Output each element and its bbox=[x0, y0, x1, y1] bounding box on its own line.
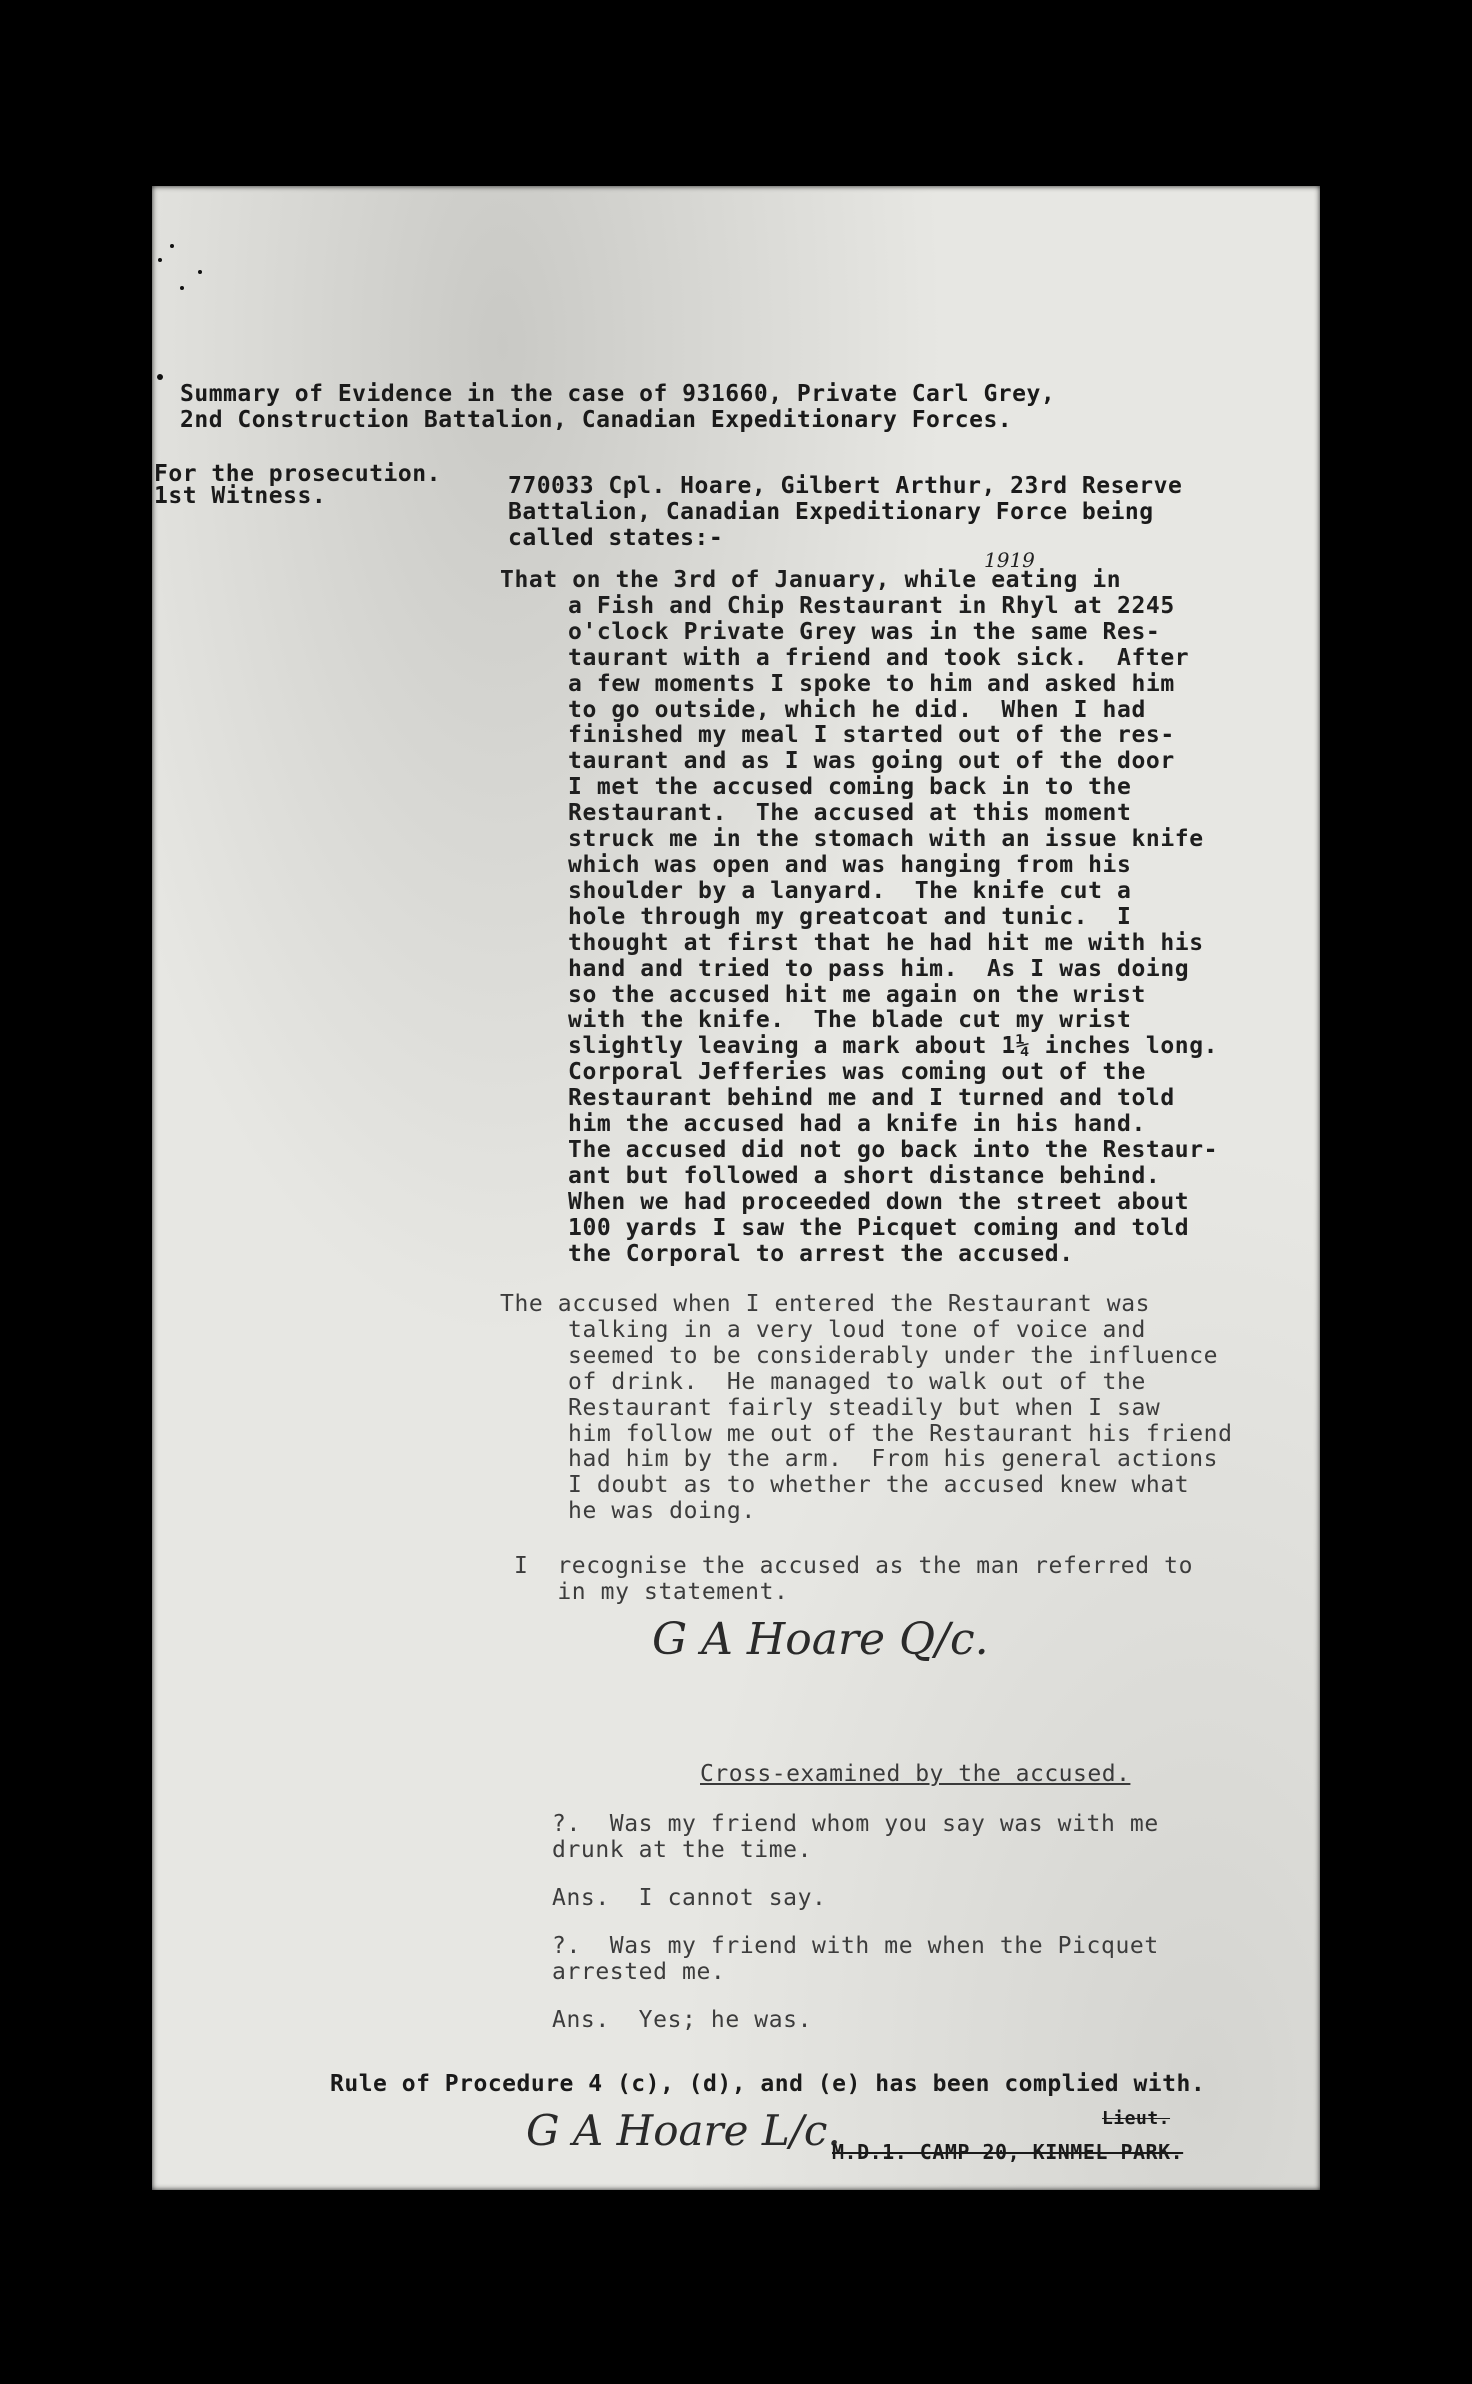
recognition-paragraph bbox=[514, 1554, 1193, 1606]
text-line: in my statement. bbox=[514, 1578, 789, 1605]
text-line: The accused when I entered the Restaurant was bbox=[500, 1291, 1151, 1317]
speck bbox=[198, 270, 202, 274]
speck bbox=[180, 286, 184, 290]
text-line: Corporal Jefferies was coming out of the bbox=[568, 1059, 1146, 1086]
qa-item bbox=[552, 1812, 1159, 1864]
witness-number-label: 1st Witness. bbox=[154, 483, 327, 509]
lieutenant-label: Lieut. bbox=[1102, 2108, 1171, 2129]
text-line: drunk at the time. bbox=[552, 1836, 813, 1863]
qa-item bbox=[552, 2008, 1159, 2034]
text-line: Restaurant behind me and I turned and told bbox=[568, 1085, 1175, 1112]
cross-examination-qa bbox=[552, 1812, 1159, 2055]
cross-examination-heading: Cross-examined by the accused. bbox=[700, 1761, 1131, 1787]
text-line: to go outside, which he did. When I had bbox=[568, 696, 1146, 723]
speck bbox=[158, 258, 162, 262]
text-line: he was doing. bbox=[568, 1498, 756, 1525]
text-line: 100 yards I saw the Picquet coming and told bbox=[568, 1214, 1190, 1241]
witness-name-line2: Battalion, Canadian Expeditionary Force being bbox=[508, 499, 1154, 525]
text-line: seemed to be considerably under the influence bbox=[568, 1342, 1219, 1369]
text-line: When we had proceeded down the street about bbox=[568, 1188, 1190, 1215]
text-line: a Fish and Chip Restaurant in Rhyl at 2245 bbox=[568, 592, 1175, 619]
text-line: so the accused hit me again on the wrist bbox=[568, 981, 1146, 1008]
text-line: ?. Was my friend whom you say was with me bbox=[552, 1811, 1159, 1837]
text-line: thought at first that he had hit me with his bbox=[568, 929, 1204, 956]
handwritten-year: 1919 bbox=[984, 548, 1035, 572]
text-line: struck me in the stomach with an issue knife bbox=[568, 826, 1204, 853]
rule-of-procedure-line: Rule of Procedure 4 (c), (d), and (e) has been complied with. bbox=[330, 2071, 1206, 2097]
text-line: shoulder by a lanyard. The knife cut a bbox=[568, 877, 1132, 904]
text-line: a few moments I spoke to him and asked him bbox=[568, 670, 1175, 697]
text-line: ant but followed a short distance behind. bbox=[568, 1162, 1161, 1189]
text-line: of drink. He managed to walk out of the bbox=[568, 1368, 1146, 1395]
text-line: taurant with a friend and took sick. After bbox=[568, 644, 1190, 671]
text-line: him follow me out of the Restaurant his friend bbox=[568, 1420, 1233, 1447]
witness-signature: G A Hoare Q/c. bbox=[652, 1614, 989, 1665]
text-line: Restaurant fairly steadily but when I saw bbox=[568, 1394, 1161, 1421]
text-line: with the knife. The blade cut my wrist bbox=[568, 1007, 1132, 1034]
text-line: I met the accused coming back in to the bbox=[568, 774, 1132, 801]
text-line: slightly leaving a mark about 1¼ inches long. bbox=[568, 1033, 1219, 1060]
text-line: the Corporal to arrest the accused. bbox=[568, 1240, 1074, 1267]
text-line: talking in a very loud tone of voice and bbox=[568, 1316, 1146, 1343]
summary-title-line2: 2nd Construction Battalion, Canadian Expeditionary Forces. bbox=[180, 407, 1013, 433]
text-line: taurant and as I was going out of the door bbox=[568, 748, 1175, 775]
speck bbox=[170, 244, 174, 248]
witness-name-line3: called states:- bbox=[508, 525, 724, 551]
text-line: him the accused had a knife in his hand. bbox=[568, 1111, 1146, 1138]
text-line: arrested me. bbox=[552, 1958, 726, 1985]
text-line: That on the 3rd of January, while eating in bbox=[500, 567, 1122, 593]
qa-item bbox=[552, 1886, 1159, 1912]
prosecution-label: For the prosecution. bbox=[154, 461, 441, 487]
qa-item bbox=[552, 1934, 1159, 1986]
text-line: hole through my greatcoat and tunic. I bbox=[568, 903, 1132, 930]
text-line: Restaurant. The accused at this moment bbox=[568, 800, 1132, 827]
text-line: Ans. I cannot say. bbox=[552, 1884, 827, 1911]
text-line: I recognise the accused as the man referred to bbox=[514, 1553, 1194, 1579]
text-line: finished my meal I started out of the res- bbox=[568, 722, 1175, 749]
text-line: which was open and was hanging from his bbox=[568, 851, 1132, 878]
document-page bbox=[152, 186, 1320, 2190]
text-line: o'clock Private Grey was in the same Res- bbox=[568, 618, 1161, 645]
text-line: Ans. Yes; he was. bbox=[552, 2006, 813, 2033]
text-line: The accused did not go back into the Restaur- bbox=[568, 1136, 1219, 1163]
summary-title-line1: Summary of Evidence in the case of 931660, Private Carl Grey, bbox=[180, 381, 1056, 407]
text-line: had him by the arm. From his general actions bbox=[568, 1446, 1219, 1473]
witness-name-line1: 770033 Cpl. Hoare, Gilbert Arthur, 23rd Reserve bbox=[508, 473, 1183, 499]
statement-paragraph-2 bbox=[500, 1292, 1233, 1525]
officer-signature: G A Hoare L/c. bbox=[526, 2106, 841, 2155]
statement-paragraph-1 bbox=[500, 568, 1218, 1267]
speck bbox=[157, 374, 163, 380]
camp-stamp: M.D.1. CAMP 20, KINMEL PARK. bbox=[832, 2140, 1184, 2164]
text-line: hand and tried to pass him. As I was doing bbox=[568, 955, 1190, 982]
text-line: I doubt as to whether the accused knew what bbox=[568, 1472, 1190, 1499]
text-line: ?. Was my friend with me when the Picquet bbox=[552, 1932, 1159, 1959]
